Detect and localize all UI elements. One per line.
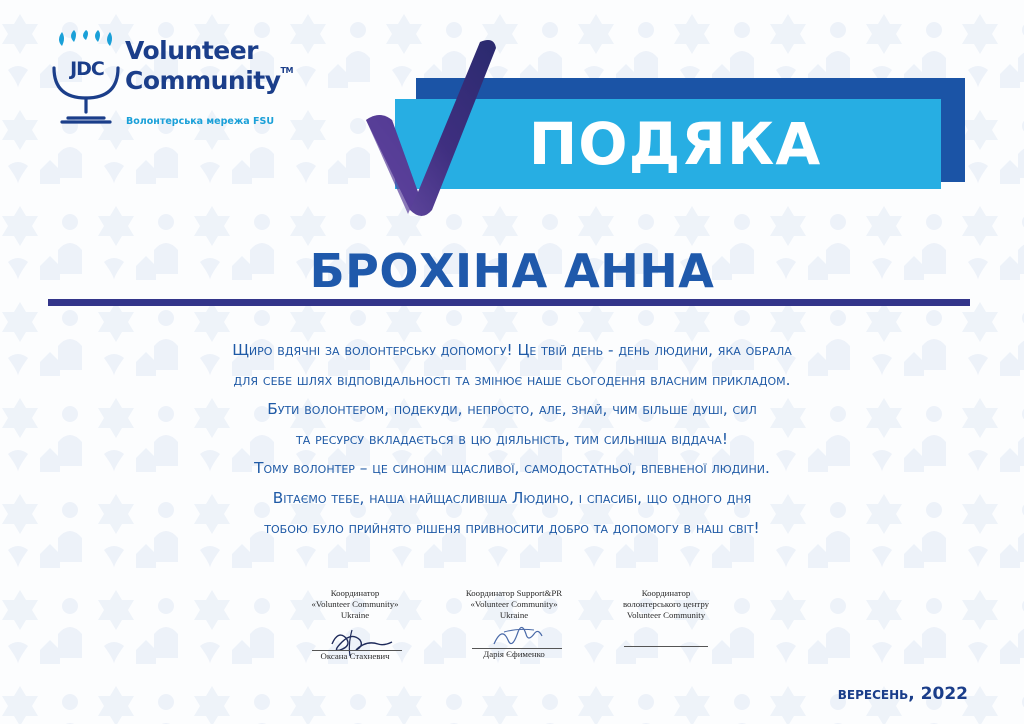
role-line: Volunteer Community	[626, 610, 706, 620]
role-line: Координатор	[330, 588, 380, 598]
banner-title: ПОДЯКА	[528, 110, 822, 178]
role-line: Координатор Support&PR	[465, 588, 563, 598]
signature-block-2-role	[444, 588, 584, 621]
signature-block-3-role	[598, 588, 734, 621]
signature-block-1-role	[290, 588, 420, 621]
signer-name-1: Оксана Стахневич	[320, 651, 390, 661]
logo-title-line2	[125, 66, 293, 95]
name-underline	[48, 299, 970, 306]
message-line: Вітаємо тебе, наша найщасливіша Людино, і спасибі, що одного дня	[272, 488, 752, 507]
logo-badge-text: JDC	[70, 58, 104, 80]
trademark: TM	[280, 66, 293, 75]
role-line: Ukraine	[499, 610, 529, 620]
signer-name-2: Дарія Єфименко	[483, 649, 545, 659]
message-line: тобою було прийнято рішеня привносити добро та допомогу в наш світ!	[264, 518, 760, 537]
message-line: та ресурсу вкладається в цю діяльність, тим сильніша віддача!	[296, 429, 728, 448]
message-line: Тому волонтер – це синонім щасливої, самодостатньої, впевненої людини.	[254, 459, 770, 478]
message-line: Бути волонтером, подекуди, непросто, але, знай, чим більше душі, сил	[267, 400, 757, 419]
logo-title-line2-text: Community	[125, 66, 281, 95]
logo-subtitle: Волонтерська мережа FSU	[126, 116, 275, 127]
issue-date: вересень, 2022	[837, 684, 968, 704]
role-line: волонтерського центру	[622, 599, 710, 609]
message-line: для себе шлях відповідальності та змінює наше сьогодення власним прикладом.	[233, 370, 791, 389]
role-line: Ukraine	[340, 610, 370, 620]
role-line: «Volunteer Community»	[311, 599, 399, 609]
signature-line-3	[624, 646, 708, 647]
message-line: Щиро вдячні за волонтерську допомогу! Це твій день - день людини, яка обрала	[232, 341, 792, 359]
role-line: Координатор	[641, 588, 691, 598]
logo-title-line1: Volunteer	[125, 36, 259, 65]
role-line: «Volunteer Community»	[470, 599, 558, 609]
checkmark-icon	[360, 40, 500, 220]
recipient-name: БРОХІНА АННА	[309, 244, 715, 298]
gratitude-message	[60, 336, 964, 543]
